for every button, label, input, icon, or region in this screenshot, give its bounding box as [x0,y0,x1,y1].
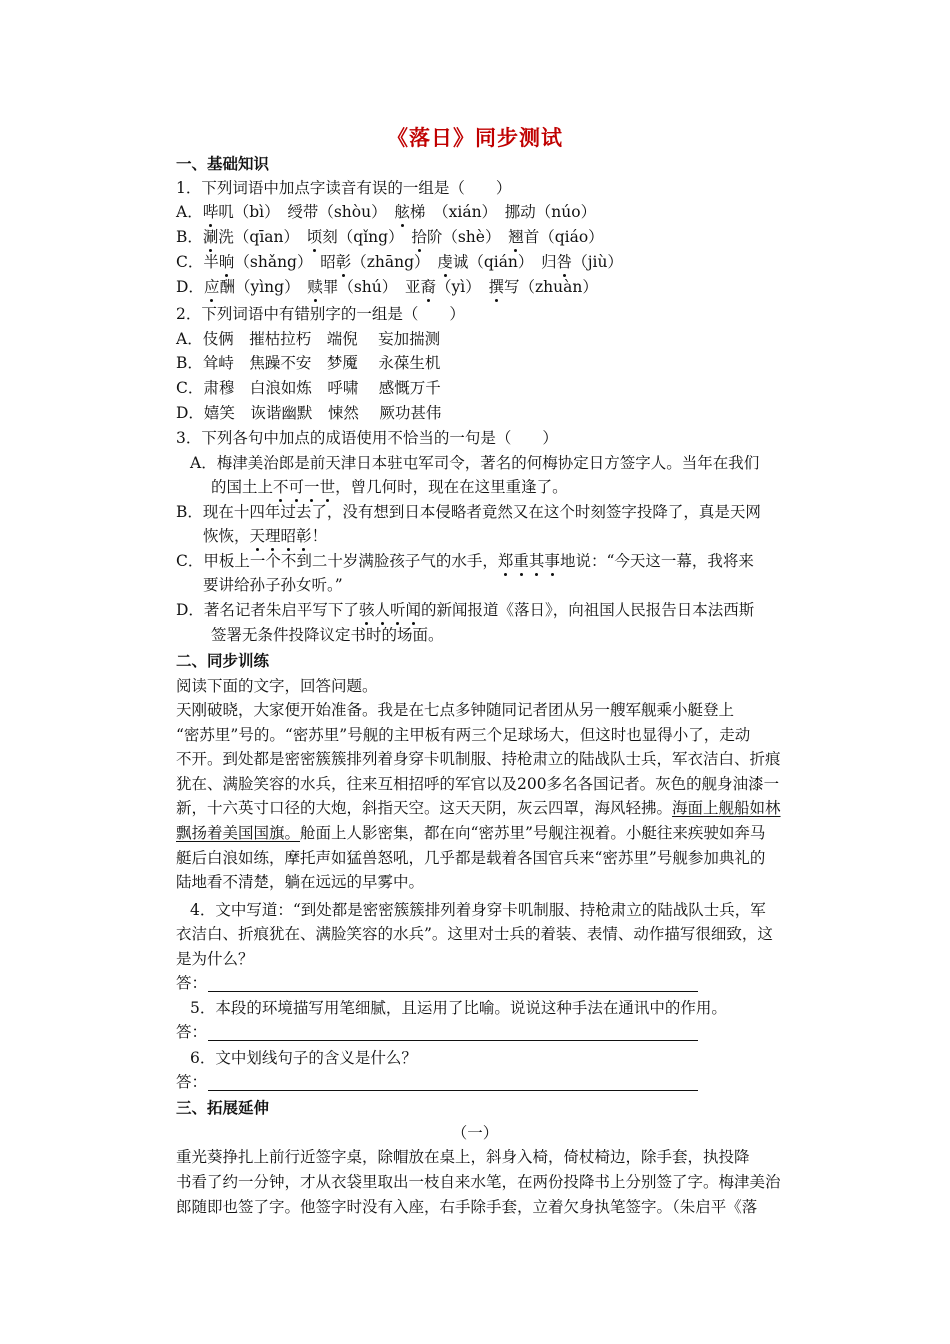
reading-intro: 阅读下面的文字，回答问题。 [176,677,378,695]
option-text: 梯 （xián） 挪动（núo） [409,203,597,221]
option-text: 写（zhuàn） [504,278,598,296]
option-text: 阶（shè） [426,228,509,246]
question-3-stem: 3．下列各句中加点的成语使用不恰当的一句是（ ） [176,429,558,447]
dotted-idiom [250,527,312,545]
question-1-stem: 1．下列词语中加点字读音有误的一组是（ ） [176,179,512,197]
passage-line: 不开。到处都是密密簇簇排列着身穿卡叽制服、持枪肃立的陆战队士兵，军衣洁白、折痕 [176,750,781,768]
question-3-option-b-line2 [203,525,327,549]
question-2-option-c: C．肃穆 白浪如炼 呼啸 感慨万千 [176,379,441,397]
question-4-line1: 4．文中写道：“到处都是密密簇簇排列着身穿卡叽制服、持枪肃立的陆战队士兵，军 [190,901,766,919]
option-text: 叽（bì） 绶带（shòu） [218,203,395,221]
question-2-option-d: D．嬉笑 诙谐幽默 悚然 厥功甚伟 [176,404,442,422]
question-2-option-a: A．伎俩 摧枯拉朽 端倪 妄加揣测 [176,330,441,348]
question-3-option-c-line2: 要讲给孙子孙女听。” [203,576,343,594]
dotted-char: 理 [265,527,281,545]
passage-line: 陆地看不清楚，躺在远远的早雾中。 [176,873,425,891]
passage-text: 新，十六英寸口径的大炮，斜指天空。这天天阴，灰云四罩，海风轻拂。 [176,799,673,817]
option-text: ！ [311,527,328,545]
answer-label: 答： [176,974,208,992]
dotted-char: 天 [249,527,266,545]
option-label: C．半 [176,253,219,271]
option-text: ，曾几何时，现在在这里重逢了。 [335,478,568,496]
option-text: 罪（shú） 亚 [322,278,421,296]
dotted-char: 一 [304,478,320,496]
option-text: （shǎng） 昭 [234,253,336,271]
passage-line: 艇后白浪如练，摩托声如猛兽怒吼，几乎都是载着各国官兵来“密苏里”号舰参加典礼的 [176,849,766,867]
dotted-char: 听 [389,601,406,619]
answer-label: 答： [176,1073,208,1091]
option-label: A． [176,203,203,221]
underlined-sentence: 海面上舰船如林 [672,799,781,817]
question-1-option-c [176,251,623,275]
dotted-char: 应 [203,278,220,296]
underlined-sentence: 飘扬着美国国旗。 [176,824,301,842]
passage-line [176,797,781,821]
dotted-char: 可 [288,478,305,496]
passage-text: 舱面上人影密集，都在向“密苏里”号舰注视着。小艇往来疾驶如奔马 [300,824,766,842]
passage-line: 犹在、满脸笑容的水兵，往来互相招呼的军官以及200多名各国记者。灰色的舰身油漆一 [176,775,780,793]
dotted-char: 世 [319,478,336,496]
dotted-idiom [359,601,421,619]
answer-line[interactable] [208,1090,698,1091]
dotted-char: 舷 [394,203,410,221]
question-5: 5．本段的环境描写用笔细腻，且运用了比喻。说说这种手法在通讯中的作用。 [190,999,727,1017]
option-text: 酬（yìng） [219,278,308,296]
question-3-option-c-line1 [176,550,754,574]
question-4-line2: 衣洁白、折痕犹在、满脸笑容的水兵”。这里对士兵的着装、表情、动作描写很细致，这 [176,925,773,943]
dotted-char: 重 [513,552,529,570]
section-heading-extension: 三、拓展延伸 [176,1098,270,1117]
dotted-char: 昭 [280,527,297,545]
extension-line: 重光葵挣扎上前行近签字桌，除帽放在桌上，斜身入椅，倚杖椅边，除手套，执投降 [176,1148,750,1166]
dotted-char: 闻 [405,601,421,619]
option-text: C．甲板上一个不到二十岁满脸孩子气的水手， [176,552,498,570]
question-3-option-a-line1: A．梅津美治郎是前天津日本驻屯军司令，著名的何梅协定日方签字人。当年在我们 [190,454,760,472]
dotted-char: 撰 [488,278,505,296]
question-3-option-d-line1 [176,599,754,623]
question-6: 6．文中划线句子的含义是什么？ [190,1049,417,1067]
option-text: 洗（qīan） [218,228,307,246]
dotted-char: 不 [273,478,289,496]
question-3-option-b-line1: B．现在十四年过去了，没有想到日本侵略者竟然又在这个时刻签字投降了，真是天网 [176,503,761,521]
answer-line[interactable] [208,991,698,992]
dotted-char: 翘 [508,228,524,246]
dotted-char: 咎 [556,253,573,271]
passage-line: 天刚破晓，大家便开始准备。我是在七点多钟随同记者团从另一艘军舰乘小艇登上 [176,701,735,719]
dotted-char: 虔 [437,253,453,271]
option-text: 地说：“今天这一幕，我将来 [559,552,754,570]
dotted-char: 其 [528,552,545,570]
dotted-char: 裔 [420,278,437,296]
option-text: （yì） [436,278,489,296]
dotted-idiom [498,552,560,570]
page-title: 《落日》同步测试 [387,125,563,150]
extension-line: 书看了约一分钟，才从衣袋里取出一枝自来水笔，在两份投降书上分别签了字。梅津美治 [176,1173,781,1191]
option-text: 恢恢， [203,527,250,545]
option-text: 的国土上 [211,478,274,496]
dotted-char: 彰 [296,527,312,545]
question-2-option-b: B．耸峙 焦躁不安 梦魇 永葆生机 [176,354,441,372]
question-4-line3: 是为什么？ [176,950,254,968]
dotted-char: 骇 [358,601,375,619]
section-heading-training: 二、同步训练 [176,651,270,670]
answer-label: 答： [176,1023,208,1041]
option-text: 的新闻报道《落日》，向祖国人民报告日本法西斯 [421,601,755,619]
subsection-number: （一） [451,1124,499,1142]
dotted-char: 顷 [306,228,323,246]
dotted-char: 哔 [202,203,219,221]
option-label: B． [176,228,203,246]
dotted-char: 晌 [218,253,235,271]
option-text: 首（qiáo） [523,228,604,246]
option-text: 刻（qǐng） [322,228,412,246]
option-text: 诚（qián） 归 [452,253,557,271]
extension-line: 郎随即也签了字。他签字时没有入座，右手除手套，立着欠身执笔签字。（朱启平《落 [176,1198,758,1216]
dotted-char: 涮 [202,228,219,246]
question-3-option-a-line2 [211,476,568,500]
question-3-option-d-line2: 签署无条件投降议定书时的场面。 [211,626,444,644]
dotted-char: 郑 [497,552,514,570]
dotted-char: 赎 [307,278,323,296]
dotted-idiom [273,478,335,496]
option-text: （jiù） [572,253,623,271]
passage-line: “密苏里”号的。“密苏里”号舰的主甲板有两三个足球场大，但这时也显得小了，走动 [176,726,751,744]
question-1-option-b [176,226,604,250]
answer-line[interactable] [208,1040,698,1041]
dotted-char: 拾 [411,228,427,246]
question-1-option-d [176,276,598,300]
question-2-stem: 2．下列词语中有错别字的一组是（ ） [176,305,465,323]
option-text: （zhāng） [351,253,438,271]
dotted-char: 事 [544,552,560,570]
dotted-char: 彰 [335,253,352,271]
passage-line [176,822,765,846]
option-text: D．著名记者朱启平写下了 [176,601,359,619]
question-1-option-a [176,201,596,225]
option-label: D． [176,278,204,296]
section-heading-basic: 一、基础知识 [176,154,270,173]
dotted-char: 人 [374,601,390,619]
